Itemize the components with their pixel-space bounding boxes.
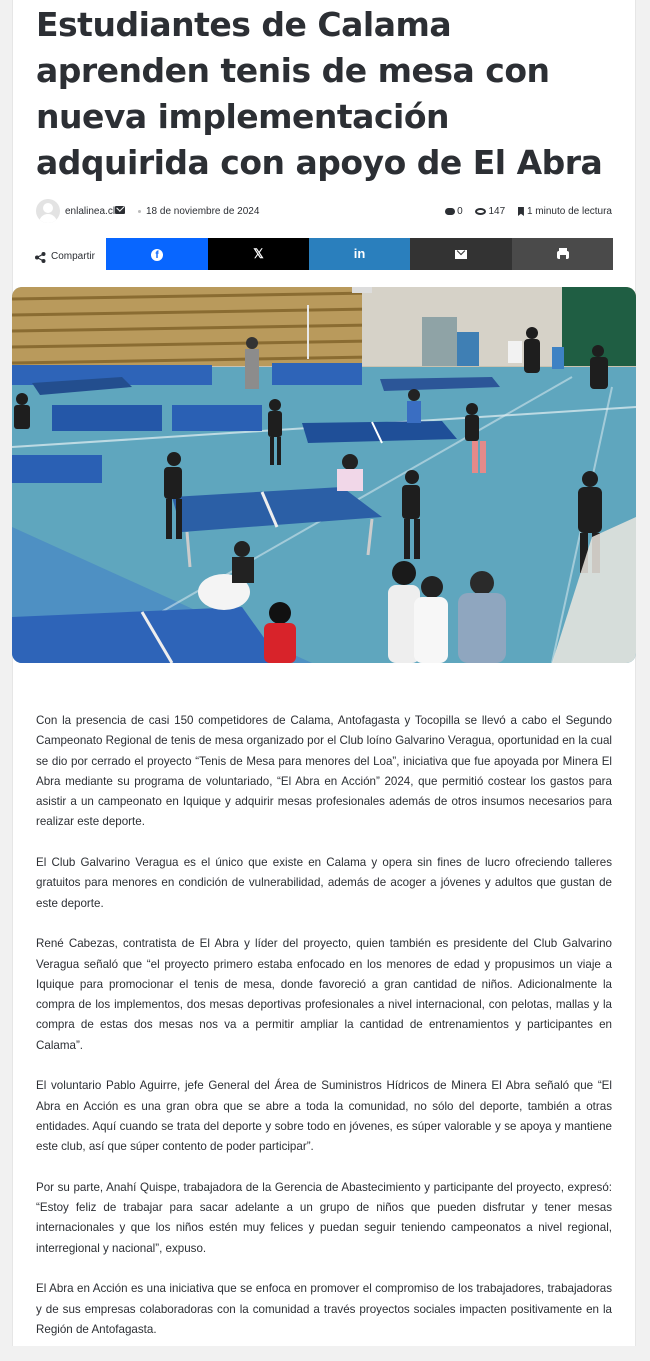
email-icon	[455, 250, 467, 259]
share-email-button[interactable]	[410, 238, 512, 270]
author-email-icon[interactable]	[115, 206, 125, 214]
bookmark-icon	[518, 207, 524, 216]
print-button[interactable]	[512, 238, 613, 270]
share-linkedin-button[interactable]	[309, 238, 410, 270]
comment-count[interactable]: 0	[457, 206, 463, 217]
article-stats	[445, 206, 612, 217]
article-meta	[36, 199, 612, 223]
article-body	[36, 711, 612, 1361]
share-bar	[32, 238, 613, 270]
share-text: Compartir	[51, 251, 95, 262]
featured-image	[12, 287, 636, 663]
facebook-icon: f	[151, 249, 163, 261]
paragraph-1: Con la presencia de casi 150 competidores de Calama, Antofagasta y Tocopilla se llevó a cabo el Segundo Campeonato Regional de tenis de mesa organizado por el Club loíno Galvarino Veragua, oportunidad en la cual se dio por cerrado el proyecto “Tenis de Mesa para menores del Loa”, iniciativa que fue apoyada por Minera El Abra mediante su programa de voluntariado, “El Abra en Acción” 2024, que permitió costear los gastos para asistir a un campeonato en Iquique y adquirir mesas profesionales además de otros insumos necesarios para realizar este deporte.	[36, 714, 612, 829]
paragraph-3: René Cabezas, contratista de El Abra y líder del proyecto, quien también es presidente del Club Galvarino Veragua señaló que “el proyecto primero estaba enfocado en los menores de edad y propusimos un viaje a Iquique para promocionar el tenis de mesa, donde favoreció a gran cantidad de niños. Adicionalmente la compra de los implementos, dos mesas deportivas profesionales a nivel internacional, con pelotas, mallas y la compra de estas dos mesas nos va a permitir ampliar la cantidad de entrenamientos y participantes en Calama”.	[36, 937, 612, 1052]
read-time: 1 minuto de lectura	[526, 206, 612, 217]
eye-icon	[475, 208, 486, 215]
paragraph-4: El voluntario Pablo Aguirre, jefe General del Área de Suministros Hídricos de Minera El Abra señaló que “El Abra en Acción es una gran obra que se abre a toda la comunidad, no sólo del deporte, también a otras entidades. Aquí cuando se trata del deporte y sobre todo en jóvenes, es súper valorable y se apoya y mantiene este club, así que súper contento de poder participar”.	[36, 1079, 612, 1154]
linkedin-icon: in	[353, 246, 366, 261]
paragraph-6: El Abra en Acción es una iniciativa que se enfoca en promover el compromiso de los trabajadores, trabajadoras y de sus empresas colaboradoras con la comunidad a través proyectos sociales impacten positivamente en la Región de Antofagasta.	[36, 1282, 612, 1336]
view-count: 147	[488, 206, 506, 217]
meta-separator	[138, 210, 141, 213]
share-icon	[35, 252, 46, 263]
paragraph-5: Por su parte, Anahí Quispe, trabajadora de la Gerencia de Abastecimiento y participante del proyecto, expresó: “Estoy feliz de trabajar para sacar adelante a un grupo de niños que pueden disfrutar y tener mesas internacionales y que los niños estén muy felices y puedan seguir teniendo campeonatos a nivel regional, interregional y nacional”, expuso.	[36, 1180, 612, 1255]
author-name[interactable]: enlalinea.cl	[65, 206, 116, 217]
print-icon	[557, 251, 569, 259]
share-label	[32, 238, 106, 270]
article-title: Estudiantes de Calama aprenden tenis de mesa con nueva implementación adquirida con apoyo de El Abra	[36, 5, 603, 182]
paragraph-2: El Club Galvarino Veragua es el único que existe en Calama y opera sin fines de lucro ofreciendo talleres gratuitos para menores en condición de vulnerabilidad, además de acoger a jóvenes y adultos que gustan de este deporte.	[36, 856, 612, 910]
comment-icon[interactable]	[445, 208, 455, 215]
table-tennis-gym-illustration	[12, 287, 636, 663]
author-avatar[interactable]	[36, 199, 60, 223]
publish-date: 18 de noviembre de 2024	[146, 206, 260, 217]
share-facebook-button[interactable]	[106, 238, 208, 270]
share-x-button[interactable]	[208, 238, 309, 270]
x-icon: 𝕏	[253, 246, 264, 261]
